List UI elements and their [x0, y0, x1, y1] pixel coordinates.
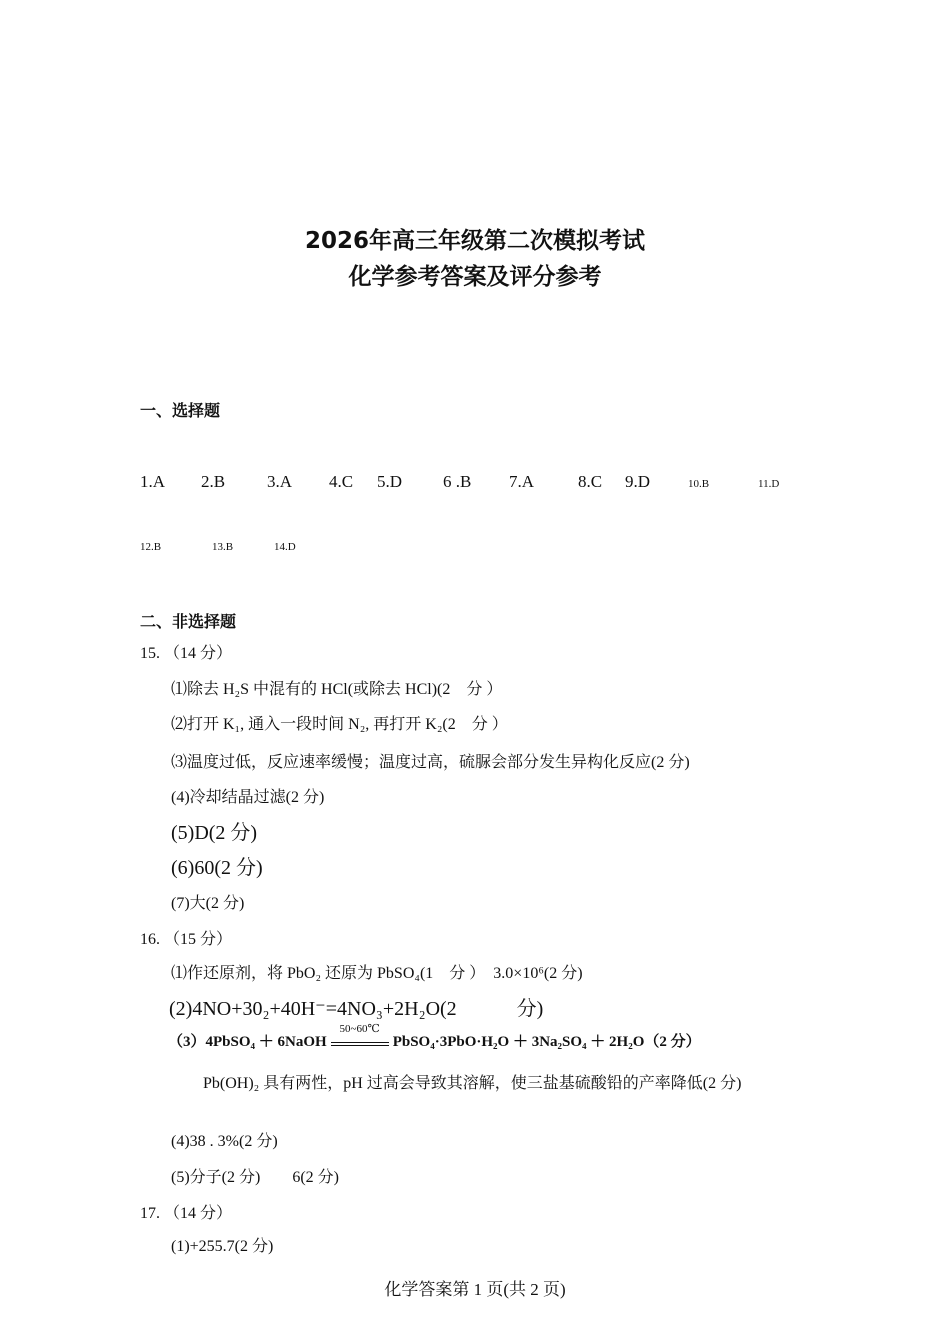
answer-12: 12.B: [140, 541, 162, 553]
answer-1: 1.A: [140, 472, 166, 491]
q17-answer-1: (1)+255.7(2 分): [171, 1238, 274, 1255]
section1-heading: 一、选择题: [140, 401, 221, 420]
q16-answer-4: (4)38 . 3%(2 分): [171, 1133, 278, 1150]
q15-answer-6: (6)60(2 分): [171, 857, 263, 879]
answer-9: 9.D: [625, 472, 651, 491]
section2-heading: 二、非选择题: [140, 612, 237, 631]
answer-10: 10.B: [688, 478, 710, 490]
q15-heading: 15. （14 分）: [140, 645, 233, 662]
answer-8: 8.C: [578, 472, 603, 491]
title-line1: 2026年高三年级第二次模拟考试: [304, 228, 645, 254]
q15-answer-7: (7)大(2 分): [171, 895, 245, 912]
answer-7: 7.A: [509, 472, 535, 491]
equation-products: PbSO₄·3PbO·H₂O ＋ 3Na₂SO₄ ＋ 2H₂O（2 分）: [392, 1034, 701, 1050]
q16-answer-3-note: Pb(OH)₂ 具有两性，pH 过高会导致其溶解，使三盐基硫酸铅的产率降低(2 分): [203, 1075, 742, 1092]
q16-answer-1: ⑴作还原剂，将 PbO₂ 还原为 PbSO₄(1 分 ） 3.0×10⁶(2 分): [171, 965, 583, 982]
title-line2: 化学参考答案及评分参考: [348, 264, 602, 290]
q16-answer-2: (2)4NO+30₂+40H⁻=4NO₃+2H₂O(2 分): [169, 998, 544, 1020]
answer-3: 3.A: [267, 472, 293, 491]
answer-2: 2.B: [201, 472, 226, 491]
q15-answer-4: (4)冷却结晶过滤(2 分): [171, 789, 325, 806]
q15-answer-5: (5)D(2 分): [171, 822, 258, 844]
q15-answer-3: ⑶温度过低，反应速率缓慢；温度过高，硫脲会部分发生异构化反应(2 分): [171, 754, 690, 771]
q16-heading: 16. （15 分）: [140, 931, 233, 948]
q17-heading: 17. （14 分）: [140, 1205, 233, 1222]
q16-answer-5: (5)分子(2 分) 6(2 分): [171, 1169, 339, 1186]
page-footer: 化学答案第 1 页(共 2 页): [384, 1280, 566, 1299]
answer-13: 13.B: [212, 541, 234, 553]
answer-11: 11.D: [758, 478, 780, 490]
reaction-condition: 50~60℃: [339, 1023, 380, 1035]
q16-answer-3-equation: [168, 1023, 701, 1051]
reaction-condition-arrow: [331, 1023, 389, 1046]
q15-answer-2: ⑵打开 K₁, 通入一段时间 N₂, 再打开 K₂(2 分 ）: [171, 716, 508, 733]
answer-4: 4.C: [329, 472, 354, 491]
equation-reactants: （3）4PbSO₄ ＋ 6NaOH: [168, 1034, 327, 1050]
answer-5: 5.D: [377, 472, 403, 491]
answer-14: 14.D: [274, 541, 296, 553]
answer-6: 6 .B: [443, 472, 472, 491]
q15-answer-1: ⑴除去 H₂S 中混有的 HCl(或除去 HCl)(2 分 ）: [171, 681, 503, 698]
